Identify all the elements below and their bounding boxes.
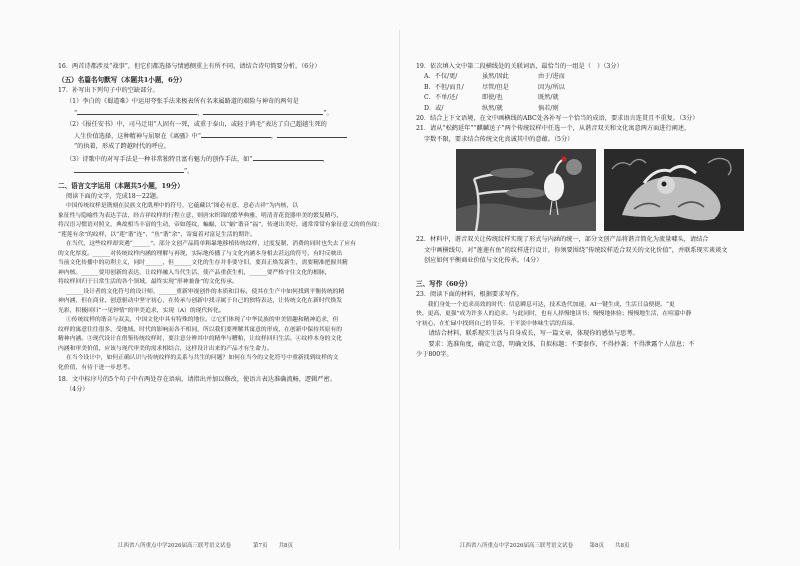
passage-line: 当前文化传播中的功利主义，同时______，但______文化的生存并非要守旧，要真正焕发新生，需要精准把握其精	[58, 260, 348, 267]
reading-intro: 阅读下面的文字，完成18～22题。	[66, 192, 163, 200]
passage-line: 纹样的寓意往往很多，受地域、时代的影响而各不相同，所以我们要理解其寓意的形成，在创新中保持其原有的	[58, 326, 343, 333]
question-22-cont: 文中画横线句，对“莲莲有鱼”的纹样进行设计，你须要围绕“传统纹样适合双关的文化价值”，并联系现实谈谈文	[424, 246, 728, 254]
answer-blank	[277, 130, 347, 138]
question-17-2-cont: 人生价值选择，这种精神与屈原在《离骚》中“ ，	[58, 130, 386, 142]
material-line: 守初心，在忙碌中找到自己的节奏，于平淡中体味生活的真谛。	[416, 320, 579, 327]
option-b: B．不但/而且/ 尽管/但是 因为/所以	[424, 83, 565, 91]
right-page-footer: 江西省八所重点中学2026届高三联考语文试卷 第8页 共8页	[460, 543, 630, 549]
passage-line: 中国传统纹样是镌刻在民族文化肌理中的符号，它蕴藏以“图必有意，意必吉祥”为内核，以	[66, 203, 299, 210]
passage-paragraph-2	[58, 240, 386, 288]
passage-line: 象征性与隐喻性为表达手法，经吉祥纹样的行程立意，则唐宋织锦的繁华典雅，明清青花瓷器审美的繁复精巧，	[58, 212, 343, 219]
option-d: D．或/ 纵然/就 倘若/则	[424, 104, 559, 112]
option-a: A．不仅/更/ 虽然/因此 由于/进而	[424, 73, 565, 81]
option-c: C．不单/还/ 即使/也 既然/就	[424, 94, 559, 102]
writing-requirements-end: 少于800字。	[416, 351, 453, 359]
answer-blank	[253, 153, 323, 161]
passage-line: 化价值，有待于进一步思考。	[58, 364, 134, 371]
writing-instruction: 请结合材料，联系现实生活与自身成长，写一篇文章，体现你的感悟与思考。	[416, 330, 639, 338]
passage-paragraph-5	[58, 354, 386, 373]
passage-line: ①传统纹样的谐音与双关，中国文化中具有特殊的地位。②它们体现了中华民族的审美情趣和精神追求，但	[66, 317, 339, 324]
material-line: 快、更高、更强”成为许多人的追求。与此同时，也有人择慢地读书；慢慢地体验；慢慢地生活，在喧嚣中静	[416, 311, 692, 318]
passage-line: 神内涵，但在商业、创意驱动中坚守初心，在传承与创新中找寻属于自己的独特表达，让传统文化在新时代焕发	[58, 298, 343, 305]
question-17-3-blank: ”。	[58, 165, 386, 177]
question-19: 19．依次填入文中第二段横线处的关联词语，最恰当的一组是（ ）（3分）	[416, 63, 623, 70]
section-2-title: 二、语言文字运用（本题共5小题，19分）	[58, 181, 184, 190]
section-5-title: （五）名篇名句默写（本题共1小题，6分）	[58, 76, 186, 85]
passage-line: 的文化厚度。______对传统纹样内涵的理解与再现，实际地传播了与文化内涵本身相去甚远的符号，有时反映出	[58, 250, 343, 257]
question-17-2-end: ”的执着，形成了跨越时代的呼应。	[74, 143, 170, 151]
left-page-footer: 江西省八所重点中学2026届高三联考语文试卷 第7页 共8页	[118, 543, 293, 549]
question-18-score: （4分）	[66, 386, 89, 394]
writing-requirements: 要求：选准角度，确定立意，明确文体，自拟标题；不要套作，不得抄袭；不得泄露个人信息；不	[416, 340, 695, 348]
answer-blank	[201, 130, 271, 138]
question-21-cont: 字数不限，要求结合传统文化真诚其中的意蕴。（5分）	[424, 135, 574, 143]
passage-line: 内涵和审美价值，应该与现代审美的需求相结合，这样设计出来的产品才有生命力。	[58, 345, 273, 352]
answer-blank	[74, 165, 184, 173]
passage-line: 光彩，积极回归“一见钟情”的审美追求，实现（A）的现代转化。	[58, 307, 225, 314]
question-22-end: 创应如何平衡商业价值与文化传承。（4分）	[424, 257, 543, 265]
passage-paragraph-4	[58, 316, 386, 354]
passage-line: ______设计者的文化符号的设计师，______重新审视创作的本质和目标，使其在生产中如何找到平衡传统的精	[66, 288, 345, 295]
question-23: 23．阅读下面的材料，根据要求写作。	[416, 291, 523, 299]
material-line: 我们身处一个追求高效的时代：信息瞬息可达，技术迭代加速，AI一键生成，生活日益便捷。“更	[416, 301, 675, 308]
qilin-pattern-image	[604, 149, 744, 231]
question-20: 20．结合上下文语境，在文中画横线的ABC处各补写一个恰当的成语，要求语言连贯且不重复。（3分）	[416, 115, 699, 123]
section-3-title: 三、写作（60分）	[416, 280, 472, 289]
pattern-images	[456, 149, 778, 231]
passage-line: 在当代，这些纹样却突遇“______”。部分文创产品简单粗暴地移植传统纹样，过度复制，消费的同时也失去了应有	[66, 241, 356, 248]
crane-pine-pattern-image	[456, 149, 596, 231]
question-21: 21．请从“松鹤延年”“麒麟送子”两个传统纹样中任选一个，从谐音双关和文化寓意两方面进行阐述，	[416, 125, 691, 133]
passage-line: 将纹样回归于日常生活的各个领域，最终实现“形神兼备”的文化传承。	[58, 279, 238, 286]
question-17-1: （1）李白的《蜀道难》中运用夸张手法来极表所有名来属路道的艰险与神奇的两句是	[66, 97, 299, 105]
answer-blank	[77, 107, 197, 115]
passage-line: “莲莲有余”的纹样，以“莲”谐“连”、“鱼”谐“余”，寄寓着对富足生活的期许。	[58, 231, 256, 238]
question-22: 22．材料中，谐音双关让传统纹样实现了形式与内涵的统一，部分文创产品将谐音简化为流量噱头，请结合	[416, 236, 709, 244]
question-18: 18．文中标序号的5个句子中有两处存在语病，请指出并加以修改，使语言表达准确流畅，逻辑严密。	[58, 376, 336, 384]
passage-line: 精神内涵。③现代设计在借鉴传统纹样时，要注意分辨其中的精华与糟粕，让纹样回归生活。④纹样本身的文化	[58, 336, 343, 343]
question-16: 16．两首诗都涉及“战事”，但它们都选择与情感侧重上有所不同，请结合诗句简要分析。（6分）	[58, 63, 321, 70]
passage-line: 在当今设计中，如何正确认识与传统纹样的关系与共生的问题？如何在当今的文化符号中重新找到纹样的文	[66, 355, 339, 362]
question-17-1-blanks: “ ， ”。	[58, 107, 386, 119]
passage-line: 神内核。______要用创新的表达，让纹样融入当代生活，使产品重获生机，______要严格守住文化的根脉，	[58, 269, 331, 276]
question-17-3: （3）诗歌中的对写手法是一种非常独特且富有魅力的创作手法，如“ ，	[58, 153, 386, 165]
passage-line: 将汉语习惯语对照文，典故相当丰富的生动，帝如莲纹，蝙蝠，以“蝠”谐音“福”，传递出美好，通常常常有象征意义的的鱼纹：	[58, 222, 383, 229]
question-17: 17．补写出下列句子中的空缺部分。	[58, 87, 159, 95]
passage-paragraph-3	[58, 288, 386, 317]
passage-paragraph-1	[58, 202, 386, 240]
answer-blank	[203, 107, 323, 115]
question-19-options	[416, 72, 778, 114]
right-page	[400, 0, 800, 566]
question-17-2: （2）《报任安书》中，司马迁用“人固有一死，或重于泰山，或轻于鸿毛”表达了自己超越生死的	[66, 120, 327, 128]
